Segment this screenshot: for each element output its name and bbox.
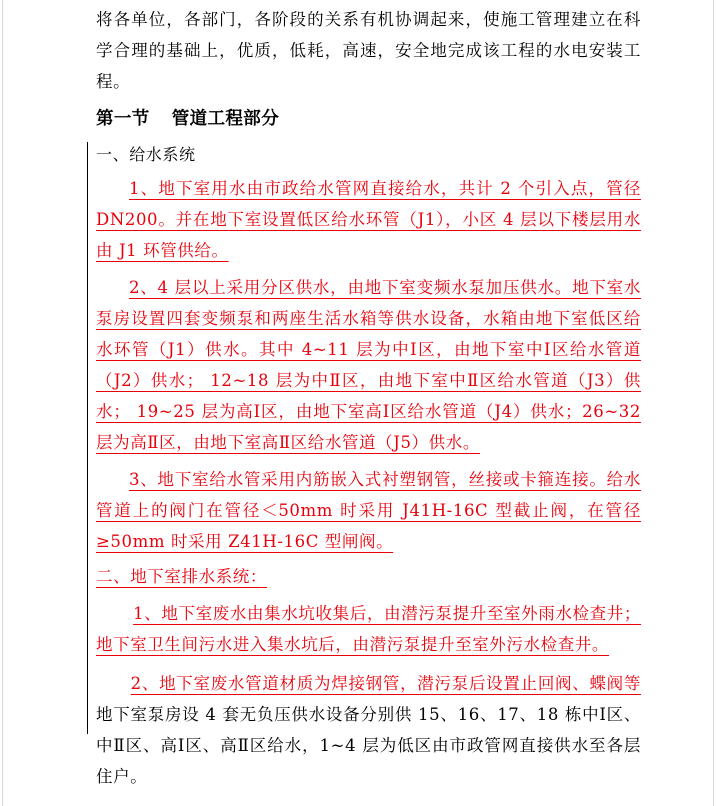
drainage-paragraph-2	[96, 668, 641, 792]
water-supply-paragraph-2: 2、4 层以上采用分区供水，由地下室变频水泵加压供水。地下室水泵房设置四套变频泵和两座生活水箱等供水设备，水箱由地下室低区给水环管（J1）供水。其中 4~11 层为中Ⅰ区，由地下室中Ⅰ区给水管道（J2）供水； 12~18 层为中Ⅱ区，由地下室中Ⅱ区给水管道（J3）供水； 19~25 层为高Ⅰ区，由地下室高Ⅰ区给水管道（J4）供水；26~32 层为高Ⅱ区，由地下室高Ⅱ区给水管道（J5）供水。	[96, 278, 641, 452]
chapter-number: 第一节	[96, 109, 150, 129]
chapter-heading	[96, 108, 641, 130]
section-drainage-heading: 二、地下室排水系统：	[96, 567, 267, 586]
drainage-paragraph-2-original: 地下室泵房设 4 套无负压供水设备分别供 15、16、17、18 栋中Ⅰ区、中Ⅱ区、高Ⅰ区、高Ⅱ区给水，1~4 层为低区由市政管网直接供水至各层住户。	[96, 705, 641, 786]
page-right-edge	[713, 0, 714, 806]
water-supply-paragraph-1: 1、地下室用水由市政给水管网直接给水，共计 2 个引入点，管径 DN200。并在地下室设置低区给水环管（J1），小区 4 层以下楼层用水由 J1 环管供给。	[96, 179, 641, 260]
revision-change-bar	[87, 142, 88, 734]
drainage-paragraph-1: 1、地下室废水由集水坑收集后，由潜污泵提升至室外雨水检查井；地下室卫生间污水进入集水坑后，由潜污泵提升至室外污水检查井。	[96, 604, 641, 654]
page-left-edge	[2, 0, 3, 806]
water-supply-paragraph-3: 3、地下室给水管采用内筋嵌入式衬塑钢管，丝接或卡箍连接。给水管道上的阀门在管径＜50mm 时采用 J41H-16C 型截止阀，在管径≥50mm 时采用 Z41H-16C 型闸阀。	[96, 470, 641, 551]
intro-paragraph: 将各单位，各部门，各阶段的关系有机协调起来，使施工管理建立在科学合理的基础上，优质，低耗，高速，安全地完成该工程的水电安装工程。	[96, 10, 641, 91]
drainage-paragraph-2-revised: 2、地下室废水管道材质为焊接钢管，潜污泵后设置止回阀、蝶阀等	[130, 674, 641, 693]
section-water-supply-heading: 一、给水系统	[96, 145, 196, 164]
document-body	[96, 4, 641, 792]
chapter-title: 管道工程部分	[171, 109, 280, 129]
